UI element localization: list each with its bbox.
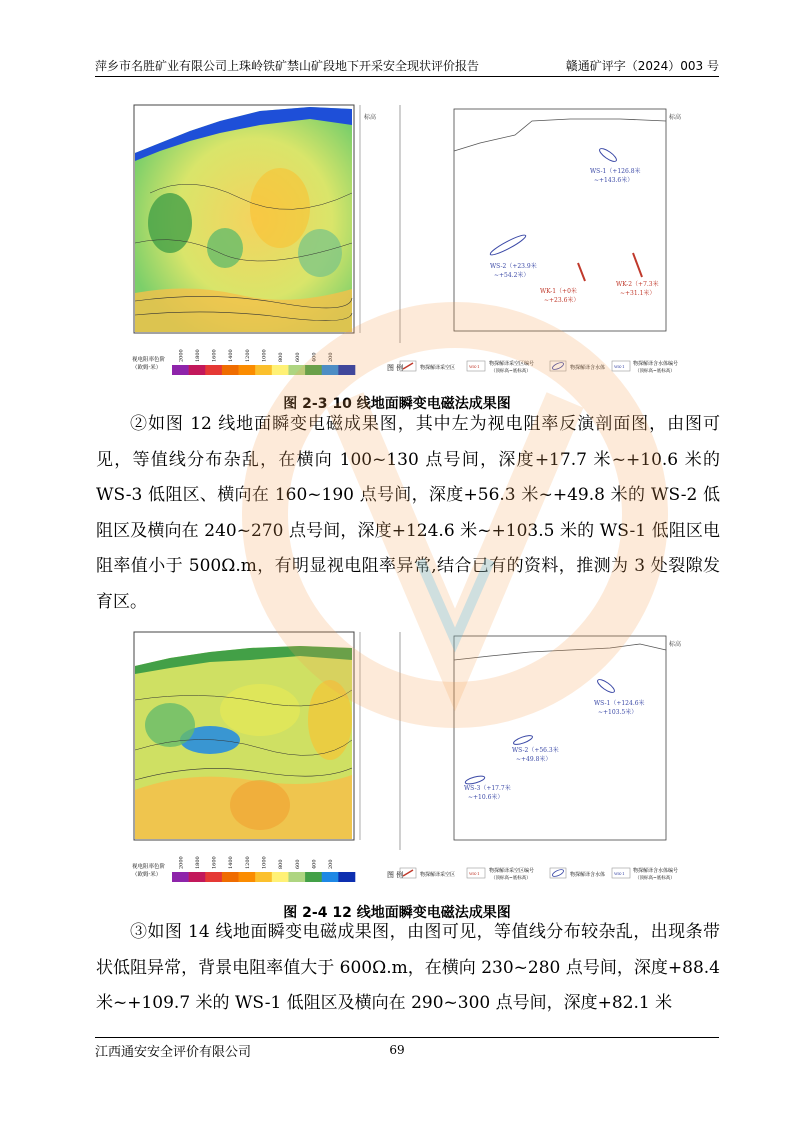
paragraph-3	[96, 915, 720, 1022]
fig2-ws-3-label-a: WS-3（+17.7米	[464, 785, 511, 792]
scale-cell	[288, 872, 305, 882]
scale-cell	[222, 872, 239, 882]
fig2-ws-2-label-b: ~+49.8米）	[516, 756, 552, 763]
fig2-ws-3-label-b: ~+10.6米）	[468, 794, 504, 801]
scale-unit: （欧姆·米）	[132, 365, 162, 371]
scale-tick-label: 1400	[228, 856, 235, 869]
scale-tick-label: 600	[294, 859, 301, 869]
scale-cell	[338, 365, 355, 375]
legend-bar-2	[132, 856, 678, 882]
scale-cell	[205, 872, 222, 882]
page-header	[95, 57, 719, 75]
scale-tick-label: 1800	[194, 349, 201, 362]
ws-1-label-b: ~+143.6米）	[594, 177, 634, 184]
figure-2-4-caption: 图 2-4 12 线地面瞬变电磁法成果图	[283, 905, 511, 921]
legend2-item-goaf-id: 物探解译采空区编号	[489, 868, 535, 874]
scale-title: 视电阻率色阶	[132, 357, 166, 363]
scale-tick-label: 1600	[211, 856, 218, 869]
wk-1-label-a: WK-1（+0米	[540, 288, 577, 295]
figure-2-3	[130, 103, 685, 383]
ws-2-label-b: ~+54.2米）	[494, 272, 530, 279]
legend-item-water-id-note: （顶标高~底标高）	[635, 369, 675, 374]
ws-2-label-a: WS-2（+23.9米	[490, 263, 537, 270]
scale-tick-label: 200	[328, 859, 335, 869]
right-axis-label: 标高	[669, 114, 682, 121]
scale-cell	[255, 872, 272, 882]
legend2-code-box-2: WK-1	[614, 871, 625, 876]
scale-cell	[205, 365, 222, 375]
scale-cell	[338, 872, 355, 882]
scale-tick-label: 1000	[261, 856, 268, 869]
scale-cell	[239, 872, 256, 882]
scale-tick-label: 1200	[244, 856, 251, 869]
legend-item-goaf-id-note: （顶标高~底标高）	[491, 369, 531, 374]
scale-tick-label: 1000	[261, 349, 268, 362]
legend2-item-water: 物探解译含水体	[570, 872, 606, 878]
legend2-item-goaf-id-note: （顶标高~底标高）	[491, 876, 531, 881]
scale-cell	[322, 872, 339, 882]
scale-tick-label: 400	[311, 859, 318, 869]
legend-item-water: 物探解译含水体	[570, 365, 606, 371]
scale-cell	[172, 365, 189, 375]
scale-tick-label: 200	[328, 352, 335, 362]
figure-2-3-caption: 图 2-3 10 线地面瞬变电磁法成果图	[283, 396, 511, 412]
legend-title-2: 图 例	[387, 871, 404, 879]
figure-2-3-graphic	[130, 103, 685, 383]
fig2-ws-2-label-a: WS-2（+56.3米	[512, 747, 559, 754]
scale-unit-2: （欧姆·米）	[132, 872, 162, 878]
scale-tick-label: 1600	[211, 349, 218, 362]
legend-item-goaf-id: 物探解译采空区编号	[489, 361, 535, 367]
scale-tick-label: 1800	[194, 856, 201, 869]
wk-2-label-a: WK-2（+7.3米	[616, 281, 659, 288]
wk-2-label-b: ~+31.1米）	[620, 290, 656, 297]
scale-tick-label: 800	[278, 859, 285, 869]
legend-item-goaf: 物探解译采空区	[420, 365, 456, 371]
footer-company: 江西通安安全评价有限公司	[95, 1045, 252, 1060]
header-divider	[95, 76, 719, 77]
legend2-item-water-id-note: （顶标高~底标高）	[635, 876, 675, 881]
color-scale	[172, 349, 355, 375]
report-title: 萍乡市名胜矿业有限公司上珠岭铁矿禁山矿段地下开采安全现状评价报告	[95, 59, 480, 73]
scale-tick-label: 1400	[228, 349, 235, 362]
scale-tick-label: 600	[294, 352, 301, 362]
figure-2-4-graphic	[130, 630, 685, 890]
legend2-item-water-id: 物探解译含水体编号	[633, 868, 679, 874]
fig2-right-axis-label: 标高	[669, 641, 682, 648]
paragraph-3-text: ③如图 14 线地面瞬变电磁成果图，由图可见，等值线分布较杂乱，出现条带状低阻异常，背景电阻率值大于 600Ω.m，在横向 230~280 点号间，深度+88.4 米~+109.7 米的 WS-1 低阻区及横向在 290~300 点号间，深度+82.1 米	[96, 922, 720, 1013]
scale-tick-label: 2000	[178, 349, 185, 362]
scale-tick-label: 1200	[244, 349, 251, 362]
left-axis-label: 标高	[364, 114, 377, 121]
paragraph-2-text: ②如图 12 线地面瞬变电磁成果图，其中左为视电阻率反演剖面图，由图可见，等值线分布杂乱，在横向 100~130 点号间，深度+17.7 米~+10.6 米的 WS-3 低阻区、横向在 160~190 点号间，深度+56.3 米~+49.8 米的 WS-2 低阻区及横向在 240~270 点号间，深度+124.6 米~+103.5 米的 WS-1 低阻区电阻率值小于 500Ω.m，有明显视电阻率异常,结合已有的资料，推测为 3 处裂隙发育区。	[96, 414, 720, 612]
legend-bar	[132, 349, 678, 375]
scale-cell	[322, 365, 339, 375]
scale-cell	[222, 365, 239, 375]
legend-title: 图 例	[387, 364, 404, 372]
page-number: 69	[389, 1043, 405, 1057]
wk-1-label-b: ~+23.6米）	[544, 297, 580, 304]
legend2-item-goaf: 物探解译采空区	[420, 872, 456, 878]
scale-tick-label: 800	[278, 352, 285, 362]
scale-cell	[255, 365, 272, 375]
legend-code-box: WK-1	[469, 364, 480, 369]
figure-2-4	[130, 630, 685, 890]
scale-cell	[272, 365, 289, 375]
scale-cell	[272, 872, 289, 882]
scale-cell	[189, 365, 206, 375]
fig2-ws-1-label-a: WS-1（+124.6米	[594, 700, 645, 707]
scale-cell	[288, 365, 305, 375]
scale-cell	[305, 365, 322, 375]
legend2-code-box: WK-1	[469, 871, 480, 876]
scale-cell	[189, 872, 206, 882]
scale-tick-label: 400	[311, 352, 318, 362]
color-scale-2	[172, 856, 355, 882]
fig2-ws-1-label-b: ~+103.5米）	[598, 709, 638, 716]
legend-code-box-2: WK-1	[614, 364, 625, 369]
paragraph-2	[96, 407, 720, 620]
scale-cell	[172, 872, 189, 882]
scale-cell	[305, 872, 322, 882]
report-number: 赣通矿评字（2024）003 号	[565, 59, 719, 73]
scale-tick-label: 2000	[178, 856, 185, 869]
ws-1-label-a: WS-1（+126.8米	[590, 168, 641, 175]
scale-cell	[239, 365, 256, 375]
legend-item-water-id: 物探解译含水体编号	[633, 361, 679, 367]
scale-title-2: 视电阻率色阶	[132, 864, 166, 870]
footer-divider	[95, 1037, 719, 1038]
